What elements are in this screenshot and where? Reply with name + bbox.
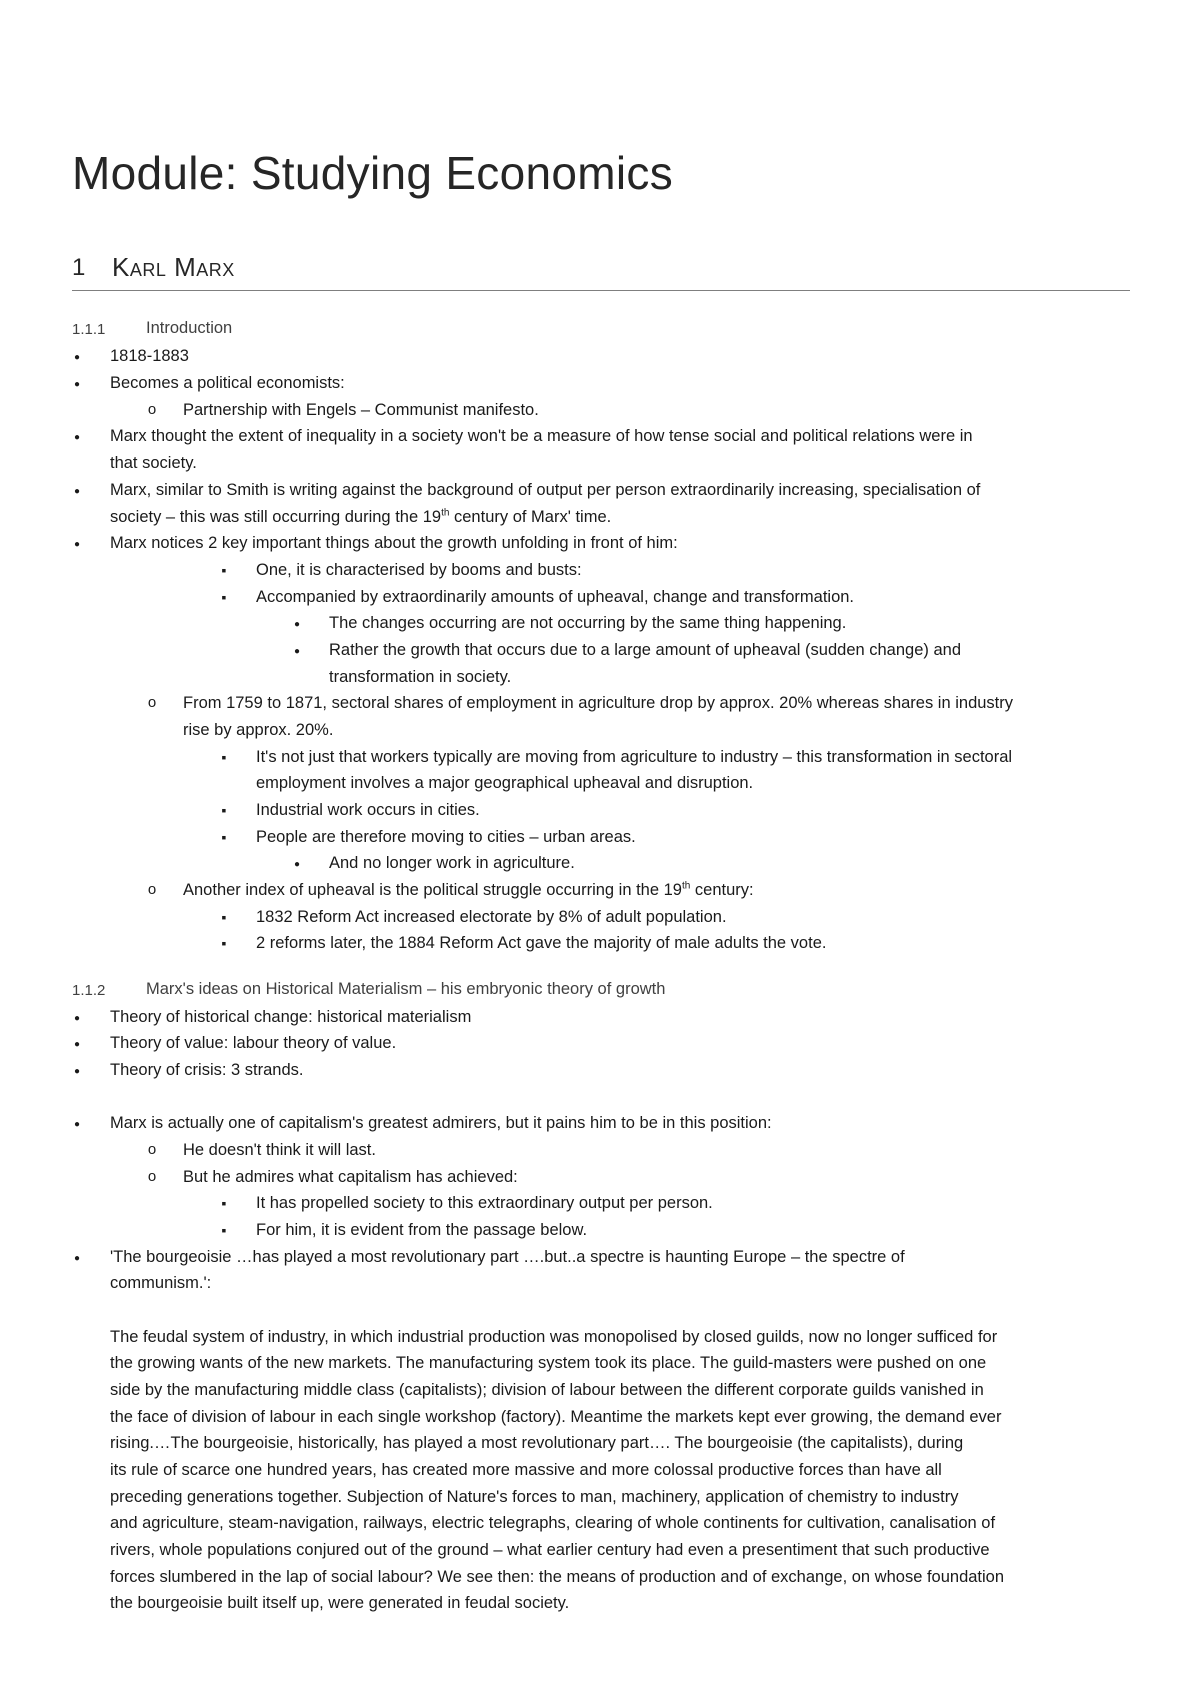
- bullet-disc: [70, 1247, 84, 1269]
- list-item: And no longer work in agriculture.: [329, 854, 575, 872]
- list-item-continuation: employment involves a major geographical upheaval and disruption.: [256, 774, 754, 792]
- quote-line: rising.…The bourgeoisie, historically, has played a most revolutionary part…. The bourgeoisie (the capitalists), during: [110, 1434, 964, 1452]
- bullet-disc: [70, 480, 84, 502]
- document-title: Module: Studying Economics: [72, 147, 673, 199]
- bullet-square: [217, 747, 231, 768]
- quote-line: rivers, whole populations conjured out of the ground – what earlier century had even a presentiment that such productive: [110, 1541, 990, 1559]
- bullet-disc: [290, 613, 304, 635]
- list-item: Theory of value: labour theory of value.: [110, 1034, 397, 1052]
- bullet-square: [217, 1193, 231, 1214]
- list-item: Industrial work occurs in cities.: [256, 801, 480, 819]
- list-item: Partnership with Engels – Communist manifesto.: [183, 401, 539, 419]
- bullet-disc: [290, 853, 304, 875]
- bullet-circle: [145, 693, 159, 713]
- list-item-continuation: communism.':: [110, 1274, 212, 1292]
- list-item: 1818-1883: [110, 347, 189, 365]
- bullet-square: [217, 560, 231, 581]
- list-item-continuation: [110, 507, 611, 527]
- bullet-circle: [145, 400, 159, 420]
- list-item: 2 reforms later, the 1884 Reform Act gave the majority of male adults the vote.: [256, 934, 827, 952]
- list-item: People are therefore moving to cities – urban areas.: [256, 828, 636, 846]
- heading-text: Karl Marx: [112, 252, 235, 282]
- bullet-square: [217, 800, 231, 821]
- list-item: The changes occurring are not occurring by the same thing happening.: [329, 614, 847, 632]
- bullet-disc: [70, 1033, 84, 1055]
- text-run: society – this was still occurring during the 19: [110, 508, 442, 526]
- quote-line: forces slumbered in the lap of social labour? We see then: the means of production and of exchange, on whose foundation: [110, 1568, 1005, 1586]
- text-run: century:: [690, 881, 754, 899]
- bullet-disc: [70, 346, 84, 368]
- superscript: th: [441, 507, 450, 519]
- subheading-number: 1.1.2: [72, 982, 106, 999]
- bullet-square: [217, 587, 231, 608]
- subheading-number: 1.1.1: [72, 321, 106, 338]
- bullet-disc: [290, 640, 304, 662]
- bullet-disc: [70, 1060, 84, 1082]
- heading-karl-marx: [72, 252, 1130, 291]
- bullet-circle: [145, 880, 159, 900]
- quote-line: side by the manufacturing middle class (capitalists); division of labour between the different corporate guilds vanished in: [110, 1381, 984, 1399]
- quote-line: the face of division of labour in each single workshop (factory). Meantime the markets kept ever growing, the demand ever: [110, 1408, 1002, 1426]
- bullet-circle: [145, 1140, 159, 1160]
- list-item: It's not just that workers typically are moving from agriculture to industry – this transformation in sectoral: [256, 748, 1013, 766]
- list-item: 1832 Reform Act increased electorate by 8% of adult population.: [256, 908, 727, 926]
- list-item: Becomes a political economists:: [110, 374, 345, 392]
- quote-line: its rule of scarce one hundred years, has created more massive and more colossal productive forces than have all: [110, 1461, 942, 1479]
- text-run: Another index of upheaval is the political struggle occurring in the 19: [183, 881, 682, 899]
- list-item: For him, it is evident from the passage below.: [256, 1221, 588, 1239]
- list-item: Rather the growth that occurs due to a large amount of upheaval (sudden change) and: [329, 641, 961, 659]
- bullet-disc: [70, 1007, 84, 1029]
- bullet-square: [217, 907, 231, 928]
- list-item: Marx thought the extent of inequality in a society won't be a measure of how tense social and political relations were in: [110, 427, 973, 445]
- quote-line: and agriculture, steam-navigation, railways, electric telegraphs, clearing of whole continents for cultivation, canalisation of: [110, 1514, 996, 1532]
- bullet-disc: [70, 373, 84, 395]
- heading-number: 1: [72, 254, 86, 281]
- list-item: But he admires what capitalism has achieved:: [183, 1168, 518, 1186]
- bullet-square: [217, 933, 231, 954]
- list-item: One, it is characterised by booms and busts:: [256, 561, 582, 579]
- bullet-square: [217, 827, 231, 848]
- list-item: 'The bourgeoisie …has played a most revolutionary part ….but..a spectre is haunting Europe – the spectre of: [110, 1248, 905, 1266]
- list-item: From 1759 to 1871, sectoral shares of employment in agriculture drop by approx. 20% whereas shares in industry: [183, 694, 1014, 712]
- list-item: Marx is actually one of capitalism's greatest admirers, but it pains him to be in this position:: [110, 1114, 772, 1132]
- subheading-historical-materialism: Marx's ideas on Historical Materialism – his embryonic theory of growth: [146, 980, 666, 998]
- quote-line: The feudal system of industry, in which industrial production was monopolised by closed guilds, now no longer sufficed for: [110, 1328, 998, 1346]
- quote-line: the growing wants of the new markets. The manufacturing system took its place. The guild-masters were pushed on one: [110, 1354, 987, 1372]
- list-item-continuation: that society.: [110, 454, 197, 472]
- bullet-disc: [70, 426, 84, 448]
- quote-line: the bourgeoisie built itself up, were generated in feudal society.: [110, 1594, 570, 1612]
- list-item: Marx notices 2 key important things about the growth unfolding in front of him:: [110, 534, 678, 552]
- bullet-disc: [70, 533, 84, 555]
- quote-line: preceding generations together. Subjection of Nature's forces to man, machinery, application of chemistry to industry: [110, 1488, 959, 1506]
- list-item-continuation: rise by approx. 20%.: [183, 721, 334, 739]
- superscript: th: [681, 880, 691, 892]
- subheading-introduction: Introduction: [146, 319, 233, 337]
- list-item: It has propelled society to this extraordinary output per person.: [256, 1194, 713, 1212]
- list-item: Marx, similar to Smith is writing against the background of output per person extraordinarily increasing, specialisation of: [110, 481, 981, 499]
- list-item: Theory of historical change: historical materialism: [110, 1008, 472, 1026]
- list-item: Theory of crisis: 3 strands.: [110, 1061, 304, 1079]
- text-run: century of Marx' time.: [449, 508, 612, 526]
- list-item-continuation: transformation in society.: [329, 668, 512, 686]
- bullet-disc: [70, 1113, 84, 1135]
- list-item: Accompanied by extraordinarily amounts of upheaval, change and transformation.: [256, 588, 855, 606]
- bullet-square: [217, 1220, 231, 1241]
- list-item: He doesn't think it will last.: [183, 1141, 376, 1159]
- bullet-circle: [145, 1167, 159, 1187]
- list-item: [183, 880, 754, 900]
